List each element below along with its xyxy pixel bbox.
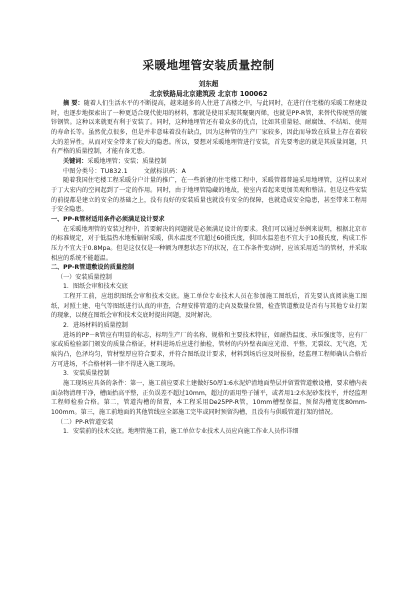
doc-code-label: 文献标识码： (143, 167, 182, 175)
item-3-text: 施工现场应具备的条件：第一，施工前应要求土建做好50厚1:6水泥炉渣地面垫层并留置管道敷设槽，要求槽内表面杂物清理干净，槽面抬高平整，正负误差不超过10mm，超过的需用垫子铺平，或者用1:2水泥砂浆找平，并经监理工程师检验合格。第二，管道沟槽的留置，本工程采用De25PP-R管，10mm槽壁保温，预留沟槽宽度80mm-100mm。第三，施工前地面的其他管线应全部施工完毕或同时预留沟槽，且没有与供暖管道打架的情况。 (51, 380, 367, 416)
keywords-label: 关键词： (63, 157, 88, 165)
item-2-heading: 2．进场材料的质量控制 (63, 322, 128, 330)
abstract-text: 随着人们生活水平的不断提高，越来越多的人住进了高楼之中，与此同时，在进行住宅楼的采暖工程建设时，也逐步地探索出了一种更适合现代使用的材料，那就是使用采现其聚聚丙烯，也就是PP-R管，来替代传统型的镀锌钢管。这种以来就更有利于安装了。同时，这种地埋管还有着众多的优点，比如其重量轻、耐腐蚀、不结垢、使用的寿命长等。虽然优点很多，但是并非意味着没有缺点，因为这种管的生产厂家较多，因此而导致在质量上存在着较大的差异性，从而对安全带来了较大的隐患。所以，要想对采暖地埋管进行安装，首先要考虑的就是其质量问题，只有严格的质量控制，才能有备无患。 (51, 100, 367, 156)
subsection-2-heading: （二）PP-R管道安装 (57, 418, 114, 426)
intro-paragraph: 随着我国住宅楼工程采暖分户计量的推广，在一些新建的住宅楼工程中，采暖管都普遍采用地埋管，这样以来对于丁大宏内的空间起到了一定的作用。同时，由于地埋管隐藏的地故，使室内看起来更加美观和整洁。但是这些安装的前提都是建立的安全的基础之上，没有良好的安装质量也就没有安全的保障，也就造成安全隐患，甚至带来工程用于安全隐患。 (51, 177, 367, 214)
keywords-text: 采暖地埋管；安装；质量控制 (87, 157, 167, 165)
item-3-heading: 3．安装质量控制 (63, 370, 110, 378)
item-1-heading: 1．图纸会审和技术交底 (63, 283, 128, 291)
item-1-text: 工程开工前，应组织图纸会审和技术交底。施工单位专业技术人员在参加施工图纸后，首先要认真阅读施工图纸，对照土建、电气等图纸进行认真的审查，合理安排管道的走向及数量位置，检查管道敷设是否有与其他专业打架的现象，以便在图纸会审和技术交底时提出问题，及时解决。 (51, 293, 367, 320)
section-1-paragraph: 在采暖地埋管的安装过程中，首要解决的问题就是必须满足设计的要求。我们可以通过举例来说明，根据北京市的标准规定，对于低温热水地板辐射采暖，供水温度不宜超过60摄氏度，供回水温差也不宜大于10摄氏度，构成工作压力不宜大于0.8Mpa。但是这仅仅是一种额为理想状态下的状况，在工作条件变动时，应该采用适当的管材，并采取相应的系统不能超温。 (51, 225, 367, 262)
abstract (51, 99, 367, 157)
paper-title: 采暖地埋管安装质量控制 (142, 58, 275, 72)
author-affiliation: 北京铁路局北京建筑段 北京市 100062 (149, 90, 268, 98)
doc-code-value: A (181, 167, 186, 175)
abstract-label: 摘 要： (63, 100, 84, 107)
section-1-heading: 一、PP-R管材适用条件必须满足设计要求 (51, 215, 165, 223)
clc-label: 中图分类号： (63, 167, 101, 175)
subsection-2-item-text: 1．安装前的技术交底。地埋管施工前，施工单位专业技术人员应向施工作业人员作详细 (63, 428, 299, 436)
author-name: 刘东超 (198, 80, 219, 88)
paper-body (51, 99, 367, 437)
subsection-1-heading: （一）安装质量控制 (57, 273, 112, 281)
clc-value: TU832.1 (100, 167, 128, 175)
section-2-heading: 二、PP-R管道敷设的质量控制 (51, 264, 135, 272)
item-2-text: 进场的PP－R管应有明显的标志，标明生产厂的名称、规格和主要技术特征，如耐热温度、承压强度等，应有厂家或质检验部门颁发的质量合格证，材料进场后应进行抽检，管材的内外壁表面应光滑、平整，无裂纹、无气泡，无痕沟凸，色泽均匀，管材壁厚应符合要求，并符合图纸设计要求，材料到场后应及时报验，经监理工程师确认合格后方可进场，不合格材料一律不得进入施工现场。 (51, 331, 367, 368)
classification-line (51, 167, 367, 177)
keywords (51, 157, 367, 167)
